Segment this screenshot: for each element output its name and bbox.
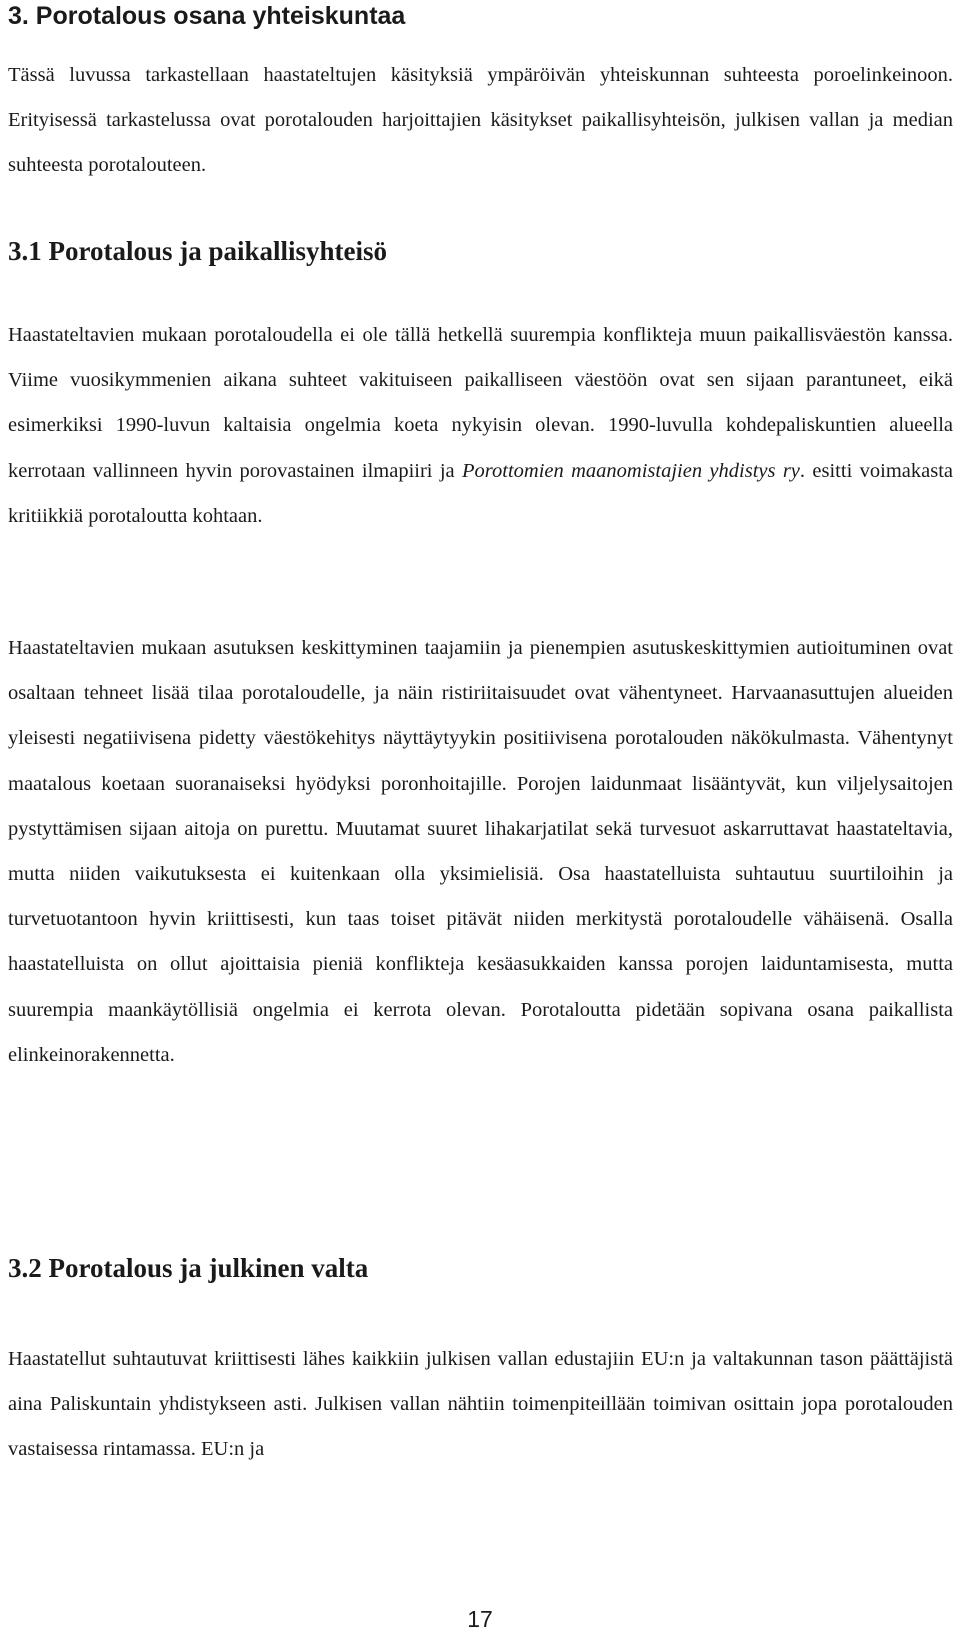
- section-3-2-paragraph-1: Haastatellut suhtautuvat kriittisesti lähes kaikkiin julkisen vallan edustajiin EU:n ja valtakunnan tason päättäjistä aina Paliskuntain yhdistykseen asti. Julkisen vallan nähtiin toimenpiteillään toimivan osittain jopa porotalouden vastaisessa rintamassa. EU:n ja: [8, 1348, 953, 1461]
- organization-name: Porottomien maanomistajien yhdistys ry: [462, 459, 800, 482]
- section-heading-3-1: 3.1 Porotalous ja paikallisyhteisö: [8, 236, 388, 266]
- page-number: 17: [467, 1606, 493, 1632]
- chapter-heading: 3. Porotalous osana yhteiskuntaa: [8, 2, 406, 30]
- section-3-1-paragraph-2: Haastateltavien mukaan asutuksen keskittyminen taajamiin ja pienempien asutuskeskittymien autioituminen ovat osaltaan tehneet lisää tilaa porotaloudelle, ja näin ristiriitaisuudet ovat vähentyneet. Harvaanasuttujen alueiden yleisesti negatiivisena pidetty väestökehitys näyttäytyykin positiivisena porotalouden näkökulmasta. Vähentynyt maatalous koetaan suoranaiseksi hyödyksi poronhoitajille. Porojen laidunmaat lisääntyvät, kun viljelysaitojen pystyttämisen sijaan aitoja on purettu. Muutamat suuret lihakarjatilat sekä turvesuot askarruttavat haastateltavia, mutta niiden vaikutuksesta ei kuitenkaan olla yksimielisiä. Osa haastatelluista suhtautuu suurtiloihin ja turvetuotantoon hyvin kriittisesti, kun taas toiset pitävät niiden merkitystä porotaloudelle vähäisenä. Osalla haastatelluista on ollut ajoittaisia pieniä konflikteja kesäasukkaiden kanssa porojen laiduntamisesta, mutta suurempia maankäytöllisiä ongelmia ei kerrota olevan. Porotaloutta pidetään sopivana osana paikallista elinkeinorakennetta.: [8, 637, 953, 1066]
- section-heading-3-2: 3.2 Porotalous ja julkinen valta: [8, 1253, 369, 1283]
- section-3-1-paragraph-1: [8, 313, 953, 539]
- paragraph-text: . esitti voimakasta kritiikkiä porotaloutta kohtaan.: [8, 459, 953, 527]
- chapter-intro-paragraph: Tässä luvussa tarkastellaan haastateltujen käsityksiä ympäröivän yhteiskunnan suhteesta poroelinkeinoon. Erityisessä tarkastelussa ovat porotalouden harjoittajien käsitykset paikallisyhteisön, julkisen vallan ja median suhteesta porotalouteen.: [8, 64, 953, 177]
- paragraph-text: Haastateltavien mukaan porotaloudella ei ole tällä hetkellä suurempia konflikteja muun paikallisväestön kanssa. Viime vuosikymmenien aikana suhteet vakituiseen paikalliseen väestöön ovat sen sijaan parantuneet, eikä esimerkiksi 1990-luvun kaltaisia ongelmia koeta nykyisin olevan. 1990-luvulla kohdepaliskuntien alueella kerrotaan vallinneen hyvin porovastainen ilmapiiri ja: [8, 324, 953, 482]
